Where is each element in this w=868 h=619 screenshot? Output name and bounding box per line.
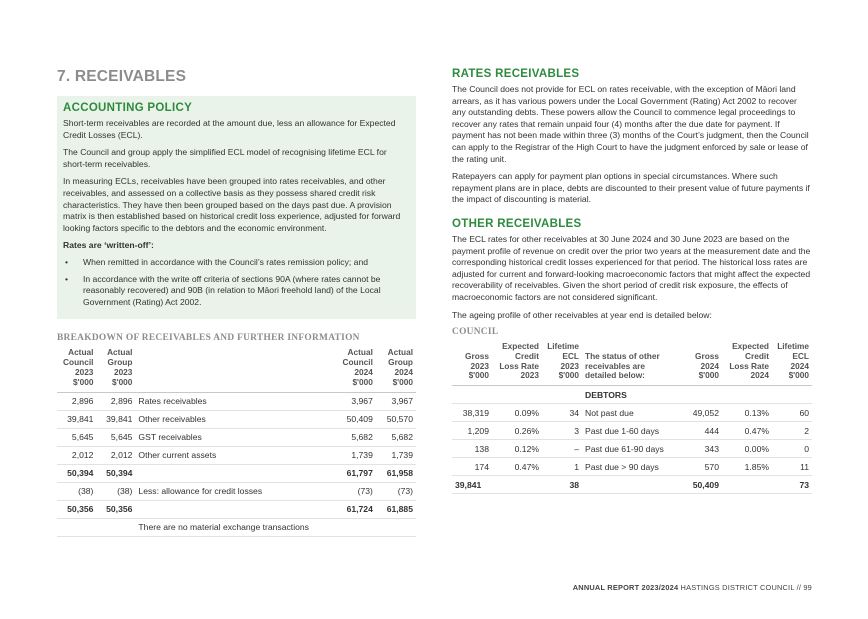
section-title: 7. RECEIVABLES <box>57 68 187 85</box>
written-off-label: Rates are ‘written-off’: <box>63 240 154 251</box>
table-row: 38,319 0.09% 34 Not past due 49,052 0.13% 60 <box>452 404 812 422</box>
table-row: 5,645 5,645 GST receivables 5,682 5,682 <box>57 428 416 446</box>
policy-paragraph: The Council and group apply the simplified ECL model of recognising lifetime ECL for short-term receivables. <box>63 147 387 169</box>
page-footer <box>520 583 812 592</box>
table-row: 174 0.47% 1 Past due > 90 days 570 1.85% 11 <box>452 458 812 476</box>
column-header: Lifetime ECL 2023 $'000 <box>547 341 579 381</box>
council-ageing-table <box>452 339 812 494</box>
column-header: Actual Council 2024 $'000 <box>342 347 373 387</box>
breakdown-caption: BREAKDOWN OF RECEIVABLES AND FURTHER INFORMATION <box>57 333 360 344</box>
breakdown-table <box>57 345 416 536</box>
right-column <box>452 68 812 494</box>
column-header <box>135 345 321 392</box>
column-header: Lifetime ECL 2024 $'000 <box>777 341 809 381</box>
debtors-subheading: DEBTORS <box>582 386 678 404</box>
table-row-total: 39,841 38 50,409 73 <box>452 476 812 494</box>
column-header: Actual Group 2023 $'000 <box>107 347 133 387</box>
table-row: 1,209 0.26% 3 Past due 1-60 days 444 0.47% 2 <box>452 422 812 440</box>
table-row: 2,012 2,012 Other current assets 1,739 1,739 <box>57 446 416 464</box>
accounting-policy-box <box>57 96 416 319</box>
rates-paragraph: Ratepayers can apply for payment plan options in special circumstances. Where such repayment plans are in place, debts are discounted to their present value of future payments if the impact of discounting is material. <box>452 171 810 205</box>
column-header: Expected Credit Loss Rate 2024 <box>729 341 769 381</box>
table-row: (38) (38) Less: allowance for credit losses (73) (73) <box>57 482 416 500</box>
other-paragraph: The ECL rates for other receivables at 30 June 2024 and 30 June 2023 are based on the payment profile of revenue on credit over the prior two years at the measurement date and the corresponding historical credit losses experienced for that period. The historical loss rates are adjusted for current and forward-looking macroeconomic factors that might affect the expected recoverability of receivables. Given the short period of credit risk exposure, the effects of macroeconomic factors are not considered significant. <box>452 233 811 302</box>
column-header: Gross 2023 $'000 <box>465 350 489 381</box>
table-header-row <box>452 339 812 386</box>
column-header: Actual Council 2023 $'000 <box>63 347 94 387</box>
table-row-total: 50,394 50,394 61,797 61,958 <box>57 464 416 482</box>
list-item-text: When remitted in accordance with the Council’s rates remission policy; and <box>83 256 368 267</box>
council-caption: COUNCIL <box>452 327 499 338</box>
list-item <box>63 274 410 309</box>
list-item <box>63 257 410 269</box>
table-row: 39,841 39,841 Other receivables 50,409 50,570 <box>57 410 416 428</box>
table-row: 2,896 2,896 Rates receivables 3,967 3,967 <box>57 392 416 410</box>
policy-paragraph: Short-term receivables are recorded at the amount due, less an allowance for Expected Credit Losses (ECL). <box>63 118 396 140</box>
other-receivables-heading: OTHER RECEIVABLES <box>452 217 582 230</box>
bullet-icon: • <box>65 256 69 267</box>
accounting-policy-heading: ACCOUNTING POLICY <box>63 102 193 114</box>
footer-council-page: HASTINGS DISTRICT COUNCIL // 99 <box>678 583 812 592</box>
column-header: The status of other receivables are detailed below: <box>585 350 660 381</box>
table-subheading-row <box>452 386 812 404</box>
written-off-list <box>63 257 410 308</box>
table-header-row <box>57 345 416 392</box>
table-row-total: 50,356 50,356 61,724 61,885 <box>57 500 416 518</box>
table-note: There are no material exchange transactions <box>135 518 321 536</box>
policy-paragraph: In measuring ECLs, receivables have been grouped into rates receivables, and other receivables, and assessed on a collective basis as they possess shared credit risk characteristics. They have then been grouped based on the days past due. A provision matrix is then established based on historical credit loss experience, adjusted for forward looking factors specific to the debtors and the economic environment. <box>63 176 401 233</box>
column-header: Gross 2024 $'000 <box>695 350 719 381</box>
list-item-text: In accordance with the write off criteria of sections 90A (where rates cannot be reasonably recovered) and 90B (in relation to Māori freehold land) of the Local Government (Rating) Act 2002. <box>83 273 381 307</box>
other-paragraph: The ageing profile of other receivables at year end is detailed below: <box>452 309 712 320</box>
column-header: Expected Credit Loss Rate 2023 <box>499 341 539 381</box>
table-note-row <box>57 518 416 536</box>
column-header: Actual Group 2024 $'000 <box>387 347 413 387</box>
rates-paragraph: The Council does not provide for ECL on rates receivable, with the exception of Māori land arrears, as it has various powers under the Local Government (Rating) Act 2002 to recover any outstanding debts. These powers allow the Council to commence legal proceedings to recover any rates that remain unpaid four (4) months after the due date for payment. If payment has not been made within three (3) months of the Court’s judgment, then the Council can apply to the Registrar of the High Court to have the judgment enforced by sale or lease of the rating unit. <box>452 84 809 164</box>
left-column <box>57 68 416 537</box>
footer-report-title: ANNUAL REPORT 2023/2024 <box>572 583 679 592</box>
rates-receivables-heading: RATES RECEIVABLES <box>452 68 580 80</box>
table-row: 138 0.12% – Past due 61-90 days 343 0.00% 0 <box>452 440 812 458</box>
bullet-icon: • <box>65 273 69 284</box>
